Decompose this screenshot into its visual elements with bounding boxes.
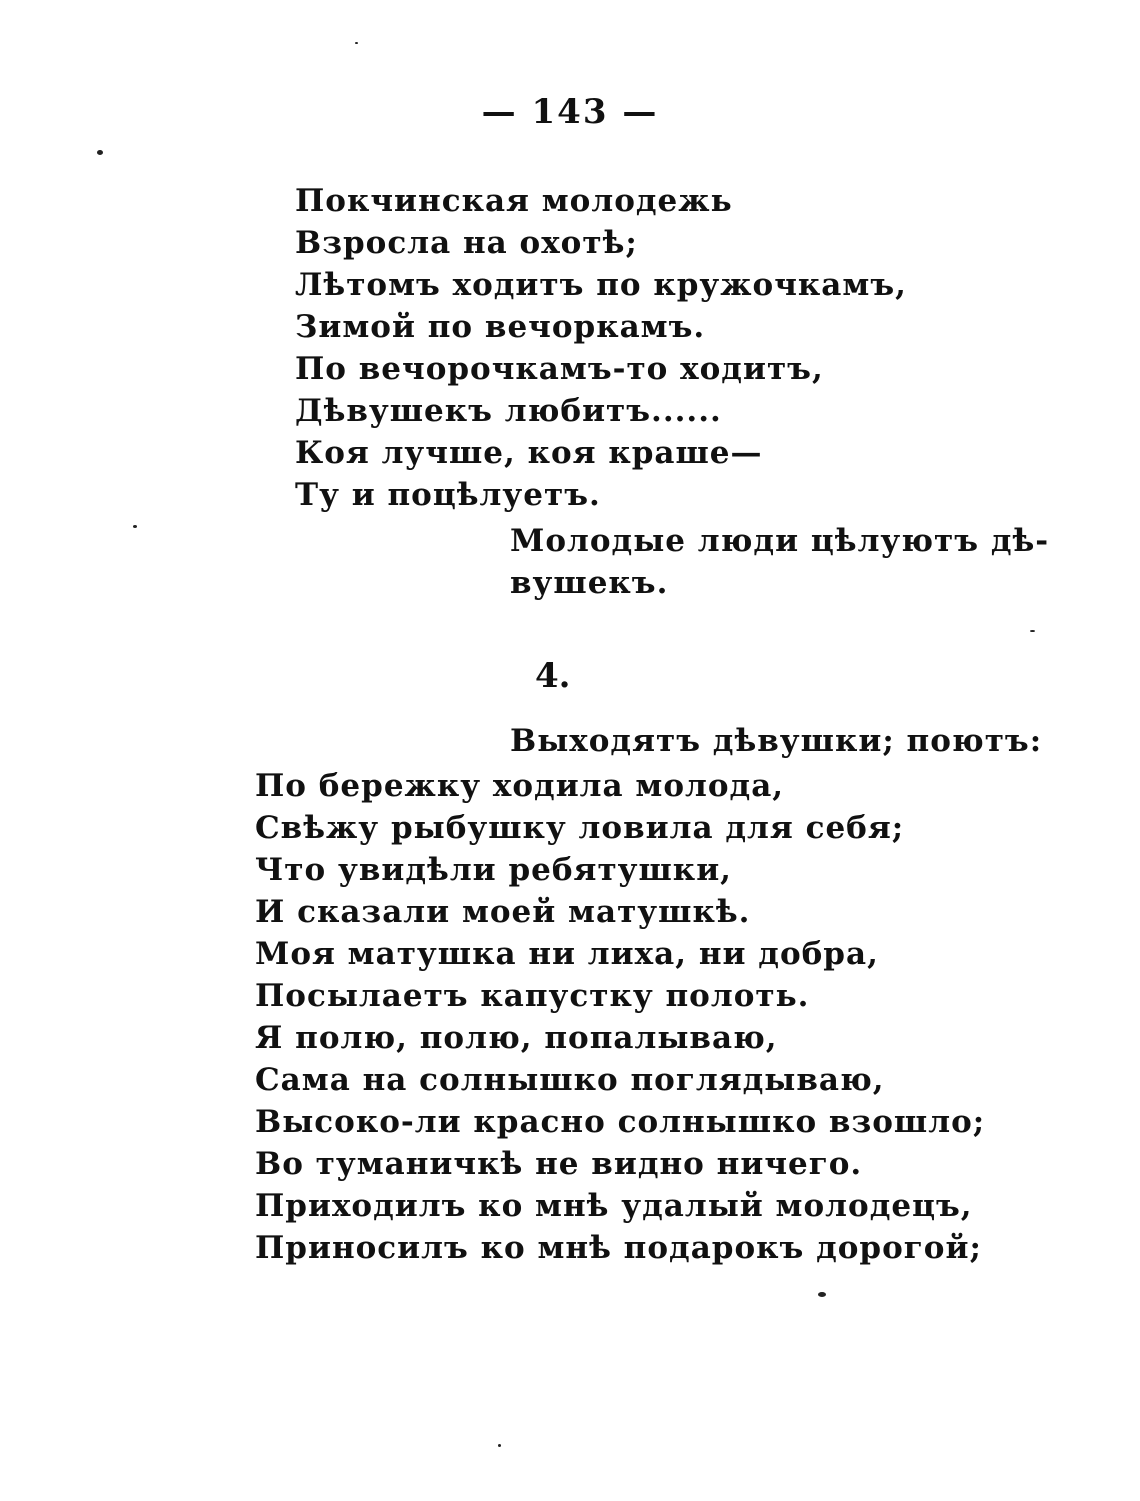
song-4-stage-direction: Выходятъ дѣвушки; поютъ: [510,723,1043,759]
verse-line: Высоко-ли красно солнышко взошло; [255,1104,986,1140]
song-4-verse [255,765,985,1269]
section-number: 4. [535,656,571,696]
page-number: — 143 — [481,92,659,132]
song-3-stage-direction [510,520,1049,604]
scan-speck [133,525,137,528]
verse-line: И сказали моей матушкѣ. [255,894,751,930]
stage-direction-line: Молодые люди цѣлуютъ дѣ- [510,523,1050,559]
scan-speck [97,150,103,155]
verse-line: Я полю, полю, попалываю, [255,1020,778,1056]
verse-line: Что увидѣли ребятушки, [255,852,732,888]
stage-direction-line: вушекъ. [510,565,669,601]
scan-speck [498,1444,501,1447]
verse-line: По вечорочкамъ-то ходитъ, [295,351,824,387]
verse-line: Приносилъ ко мнѣ подарокъ дорогой; [255,1230,982,1266]
verse-line: Покчинская молодежь [295,183,733,219]
verse-line: Посылаетъ капустку полоть. [255,978,810,1014]
verse-line: Дѣвушекъ любитъ...... [295,393,722,429]
verse-line: Приходилъ ко мнѣ удалый молодецъ, [255,1188,973,1224]
verse-line: Во туманичкѣ не видно ничего. [255,1146,863,1182]
verse-line: Коя лучше, коя краше— [295,435,763,471]
verse-line: Свѣжу рыбушку ловила для себя; [255,810,905,846]
verse-line: Моя матушка ни лиха, ни добра, [255,936,879,972]
verse-line: Зимой по вечоркамъ. [295,309,706,345]
scan-speck [818,1292,826,1297]
verse-line: По бережку ходила молода, [255,768,785,804]
scan-speck [355,42,358,44]
song-3-verse [295,180,907,516]
scan-speck [1030,630,1035,632]
verse-line: Сама на солнышко поглядываю, [255,1062,885,1098]
verse-line: Лѣтомъ ходитъ по кружочкамъ, [295,267,907,303]
verse-line: Ту и поцѣлуетъ. [295,477,601,513]
verse-line: Взросла на охотѣ; [295,225,638,261]
